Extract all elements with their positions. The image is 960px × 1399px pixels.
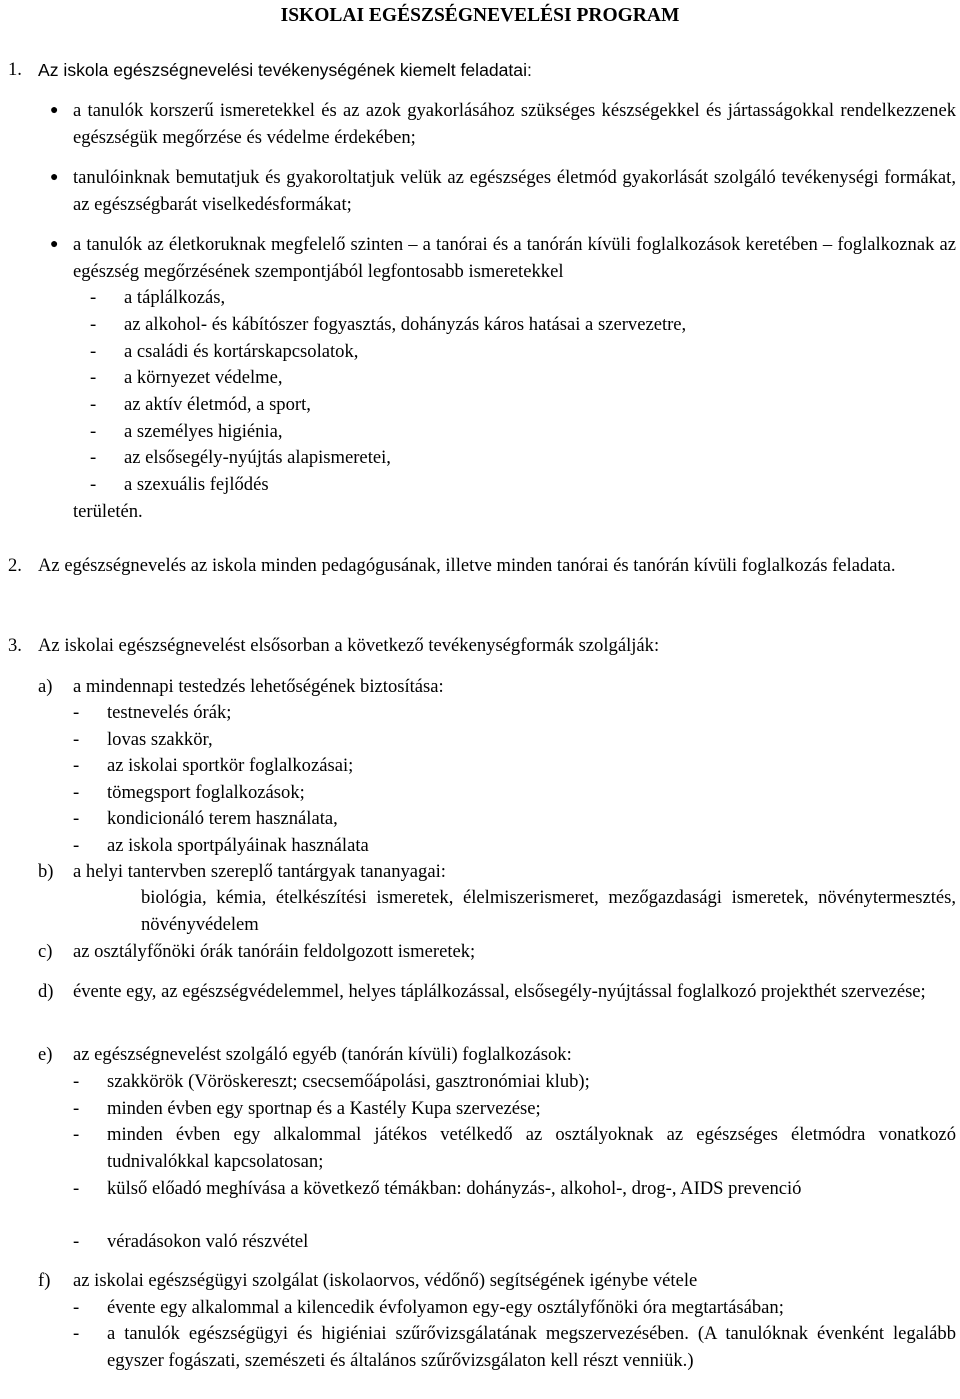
section-1-number: 1. [8, 59, 22, 80]
item-a-text: a mindennapi testedzés lehetőségének biztosítása: [73, 676, 444, 697]
item-c-label: c) [38, 941, 53, 962]
list-item: a táplálkozás, [124, 287, 226, 308]
item-b-label: b) [38, 861, 54, 882]
item-a-label: a) [38, 676, 53, 697]
section-2-number: 2. [8, 555, 22, 576]
list-item: évente egy alkalommal a kilencedik évfolyamon egy-egy osztályfőnöki óra megtartásában; [107, 1297, 784, 1318]
list-item: tömegsport foglalkozások; [107, 782, 305, 803]
list-item: a szexuális fejlődés [124, 474, 269, 495]
list-item: a környezet védelme, [124, 367, 283, 388]
section-1-bullet-3: a tanulók az életkoruknak megfelelő szinten – a tanórai és a tanórán kívüli foglalkozások keretében – foglalkoznak az egészség megőrzésének szempontjából legfontosabb ismeretekkel [73, 234, 956, 282]
document-page: ISKOLAI EGÉSZSÉGNEVELÉSI PROGRAM 1. Az iskola egészségnevelési tevékenységének kiemelt feladatai: ● a tanulók korszerű ismeretekkel és az azok gyakorlásához szükséges készségekkel és jártasságokkal rendelkezzenek egészségük megőrzése és védelme érdekében; ● tanulóinknak bemutatjuk és gyakoroltatjuk velük az egészséges életmód gyakorlását szolgáló tevékenységi formákat, az egészségbarát viselkedésformákat; ● a tanulók az életkoruknak megfelelő szinten – a tanórai és a tanórán kívüli foglalkozások keretében – foglalkoznak az egészség megőrzésének szempontjából legfontosabb ismeretekkel - a táplálkozás, - az alkohol- és kábítószer fogyasztás, dohányzás káros hatásai a szervezetre, - a családi és kortárskapcsolatok, - a környezet védelme, - az aktív életmód, a sport, - a személyes higiénia, - az elsősegély-nyújtás alapismeretei, - a szexuális fejlődés területén. 2. Az egészségnevelés az iskola minden pedagógusának, illetve minden tanórai és tanórán kívüli foglalkozás feladata. 3. Az iskolai egészségnevelést elsősorban a következő tevékenységformák szolgálják: a) a mindennapi testedzés lehetőségének biztosítása: - testnevelés órák; - lovas szakkör, - az iskolai sportkör foglalkozásai; - tömegsport foglalkozások; - kondicionáló terem használata, - az iskola sportpályáinak használata b) a helyi tantervben szereplő tantárgyak tananyagai: biológia, kémia, ételkészítési ismeretek, élelmiszerismeret, mezőgazdasági ismeretek, növénytermesztés, növényvédelem c) az osztályfőnöki órák tanóráin feldolgozott ismeretek; d) évente egy, az egészségvédelemmel, helyes táplálkozással, elsősegély-nyújtással foglalkozó projekthét szervezése; e) az egészségnevelést szolgáló egyéb (tanórán kívüli) foglalkozások: - szakkörök (Vöröskereszt; csecsemőápolási, gasztronómiai klub); - minden évben egy sportnap és a Kastély Kupa szervezése; - minden évben egy alkalommal játékos vetélkedő az osztályoknak az egészséges életmódra vonatkozó tudnivalókkal kapcsolatosan; - külső előadó meghívása a következő témákban: dohányzás-, alkohol-, drog-, AIDS prevenció - véradásokon való részvétel f) az iskolai egészségügyi szolgálat (iskolaorvos, védőnő) segítségének igénybe vétele - évente egy alkalommal a kilencedik évfolyamon egy-egy osztályfőnöki óra megtartásában; - a tanulók egészségügyi és higiéniai szűrővizsgálatának megszervezésében. (A tanulóknak évenként legalább egyszer fogászati, szemészeti és általános szűrővizsgálaton kell részt venniük.) [0, 0, 960, 1399]
item-e-label: e) [38, 1044, 53, 1065]
bullet-icon: ● [50, 237, 59, 252]
section-2-text: Az egészségnevelés az iskola minden pedagógusának, illetve minden tanórai és tanórán kívüli foglalkozás feladata. [38, 555, 896, 576]
item-e-text: az egészségnevelést szolgáló egyéb (tanórán kívüli) foglalkozások: [73, 1044, 572, 1065]
list-item: az elsősegély-nyújtás alapismeretei, [124, 447, 391, 468]
bullet-icon: ● [50, 103, 59, 118]
list-item: az iskola sportpályáinak használata [107, 835, 369, 856]
list-item: testnevelés órák; [107, 702, 232, 723]
list-item: külső előadó meghívása a következő témákban: dohányzás-, alkohol-, drog-, AIDS prevenció [107, 1178, 802, 1199]
list-item: szakkörök (Vöröskereszt; csecsemőápolási, gasztronómiai klub); [107, 1071, 590, 1092]
section-1-tail: területén. [73, 501, 143, 522]
list-item: az alkohol- és kábítószer fogyasztás, dohányzás káros hatásai a szervezetre, [124, 314, 687, 335]
item-d-text: évente egy, az egészségvédelemmel, helyes táplálkozással, elsősegély-nyújtással foglalkozó projekthét szervezése; [73, 981, 926, 1002]
item-b-detail: biológia, kémia, ételkészítési ismeretek, élelmiszerismeret, mezőgazdasági ismeretek, növénytermesztés, növényvédelem [141, 887, 956, 935]
list-item: minden évben egy sportnap és a Kastély Kupa szervezése; [107, 1098, 541, 1119]
list-item: kondicionáló terem használata, [107, 808, 338, 829]
item-d-label: d) [38, 981, 54, 1002]
section-3-heading: Az iskolai egészségnevelést elsősorban a következő tevékenységformák szolgálják: [38, 635, 660, 656]
section-1-bullet-2: tanulóinknak bemutatjuk és gyakoroltatjuk velük az egészséges életmód gyakorlását szolgáló tevékenységi formákat, az egészségbarát viselkedésformákat; [73, 167, 956, 215]
section-1-bullet-1: a tanulók korszerű ismeretekkel és az azok gyakorlásához szükséges készségekkel és jártasságokkal rendelkezzenek egészségük megőrzése és védelme érdekében; [73, 100, 956, 148]
list-item: a családi és kortárskapcsolatok, [124, 341, 359, 362]
list-item: a tanulók egészségügyi és higiéniai szűrővizsgálatának megszervezésében. (A tanulóknak évenként legalább egyszer fogászati, szemészeti és általános szűrővizsgálaton kell részt venniük.) [107, 1323, 956, 1371]
list-item: véradásokon való részvétel [107, 1231, 309, 1252]
item-c-text: az osztályfőnöki órák tanóráin feldolgozott ismeretek; [73, 941, 476, 962]
list-item: minden évben egy alkalommal játékos vetélkedő az osztályoknak az egészséges életmódra vonatkozó tudnivalókkal kapcsolatosan; [107, 1124, 956, 1172]
list-item: az iskolai sportkör foglalkozásai; [107, 755, 354, 776]
bullet-icon: ● [50, 170, 59, 185]
list-item: a személyes higiénia, [124, 421, 283, 442]
document-title: ISKOLAI EGÉSZSÉGNEVELÉSI PROGRAM [280, 5, 680, 26]
section-3-number: 3. [8, 635, 22, 656]
list-item: lovas szakkör, [107, 729, 213, 750]
list-item: az aktív életmód, a sport, [124, 394, 311, 415]
item-f-label: f) [38, 1270, 51, 1291]
section-1-heading: Az iskola egészségnevelési tevékenységének kiemelt feladatai: [38, 60, 532, 80]
item-b-text: a helyi tantervben szereplő tantárgyak tananyagai: [73, 861, 446, 882]
item-f-text: az iskolai egészségügyi szolgálat (iskolaorvos, védőnő) segítségének igénybe vétele [73, 1270, 698, 1291]
